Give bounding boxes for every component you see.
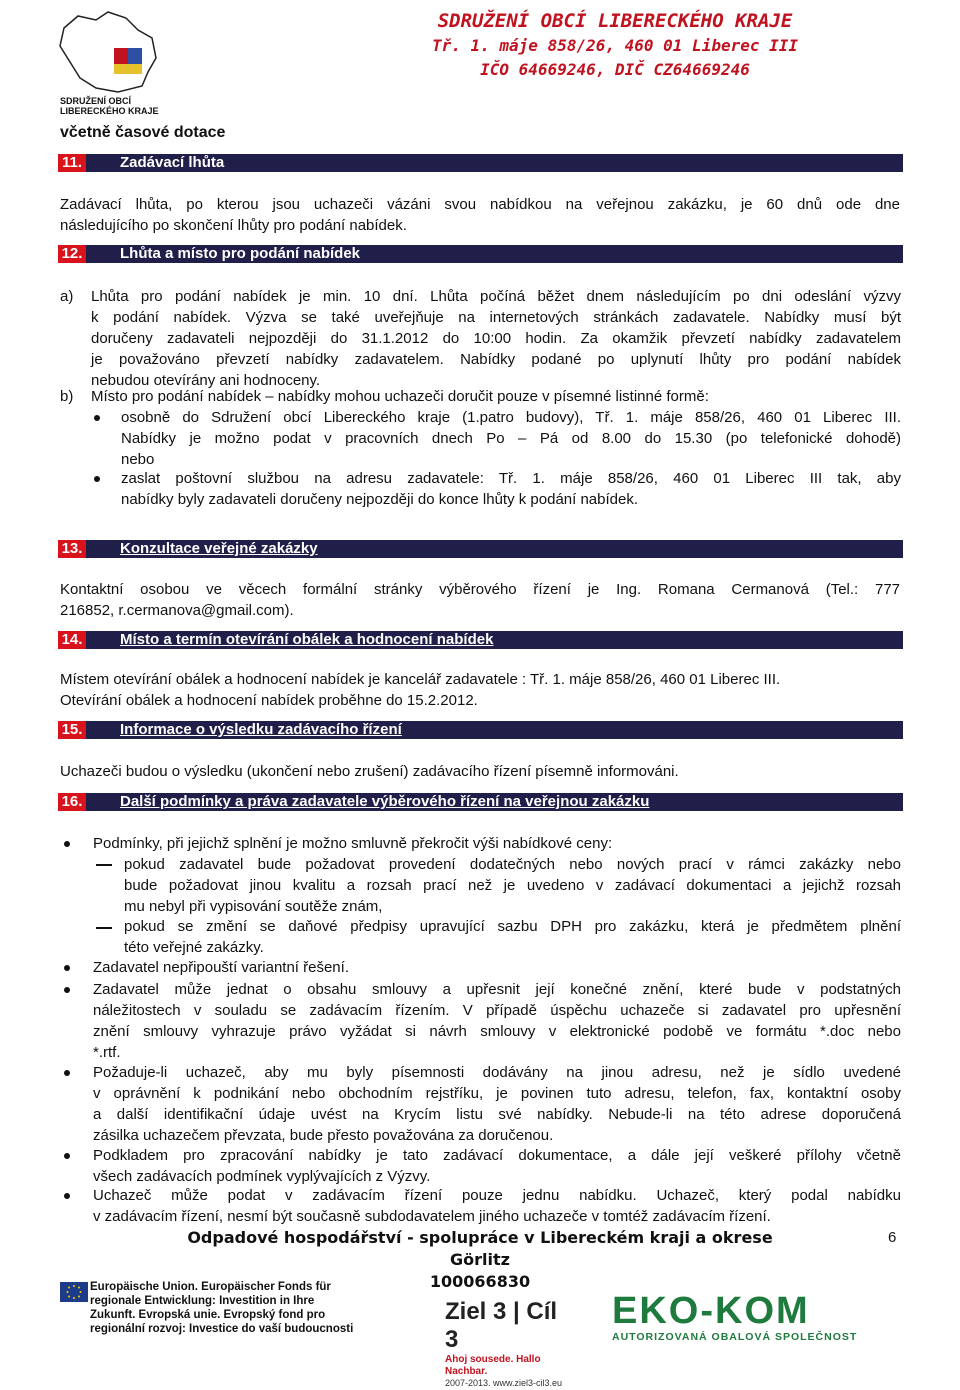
project-number: 100066830 — [429, 1272, 531, 1291]
ziel3-url: 2007-2013. www.ziel3-cil3.eu — [445, 1378, 563, 1388]
eu-flag-icon — [60, 1282, 88, 1302]
item-b-label: b) — [60, 388, 74, 405]
bullet-postou — [121, 468, 901, 510]
dash-icon — [96, 927, 112, 929]
page-number: 6 — [888, 1229, 897, 1246]
section-number: 11. — [58, 154, 86, 172]
bullet-icon — [94, 476, 100, 482]
condition-additional-work — [124, 854, 901, 917]
text-line: Otevírání obálek a hodnocení nabídek proběhne do 15.2.2012. — [60, 692, 478, 709]
text-line: doručeny zadavateli nejpozději do 31.1.2012 do 10:00 hodin. Za okamžik převzetí nabídky zadavatelem — [91, 330, 901, 347]
section-title: Lhůta a místo pro podání nabídek — [120, 245, 361, 262]
bullet-osobne — [121, 407, 901, 470]
section-11-header — [58, 154, 903, 172]
text-line: znění smlouvy vyhrazuje právo vyžádat si návrh smlouvy v elektronické podobě ve formátu *.doc nebo — [93, 1023, 901, 1040]
organization-ids: IČO 64669246, DIČ CZ64669246 — [480, 60, 750, 79]
bullet-icon — [64, 841, 70, 847]
conditions-item: Podmínky, při jejichž splnění je možno smluvně překročit výši nabídkové ceny: — [93, 835, 613, 852]
section-15-header — [58, 721, 903, 739]
basis-item — [93, 1145, 901, 1187]
bullet-icon — [64, 1153, 70, 1159]
text-line: nebo — [121, 451, 155, 468]
eu-line: regionale Entwicklung: Investition in Ihre — [90, 1295, 315, 1307]
text-line: Místem otevírání obálek a hodnocení nabídek je kancelář zadavatele : Tř. 1. máje 858/26, 460 01 Liberec III. — [60, 671, 781, 688]
section-11-text — [60, 194, 900, 236]
eu-line: regionální rozvoj: Investice do vaší budoucnosti — [90, 1323, 354, 1335]
contact-line[interactable]: 216852, r.cermanova@gmail.com). — [60, 602, 294, 619]
bullet-icon — [94, 415, 100, 421]
item-b-text: Místo pro podání nabídek – nabídky mohou uchazeči doručit pouze v písemné listinné formě: — [91, 388, 709, 405]
organization-address: Tř. 1. máje 858/26, 460 01 Liberec III — [431, 36, 799, 55]
text-line: Uchazeči budou o výsledku (ukončení nebo zrušení) zadávacího řízení písemně informováni. — [60, 763, 679, 780]
section-12-header — [58, 245, 903, 263]
section-15-text — [60, 761, 900, 782]
section-title: Místo a termín otevírání obálek a hodnocení nabídek — [120, 631, 494, 648]
organization-header — [365, 8, 865, 82]
text-line: k podání nabídek. Výzva se také uveřejňuje na internetových stránkách zadavatele. Nabídky musí být — [91, 309, 901, 326]
logo-text-1: SDRUŽENÍ OBCÍ — [60, 96, 132, 106]
text-line: pokud se změní se daňové předpisy upravující sazbu DPH pro zakázku, která je předmětem plnění — [124, 918, 901, 935]
project-name: Odpadové hospodářství - spolupráce v Libereckém kraji a okrese Görlitz — [187, 1228, 773, 1269]
text-line: v zadávacím řízení, nesmí být současně subdodavatelem jiného uchazeče v tomtéž zadávacím řízení. — [93, 1208, 771, 1225]
dash-icon — [96, 864, 112, 866]
condition-vat — [124, 916, 901, 958]
text-line: Zadávací lhůta, po kterou jsou uchazeči vázáni svou nabídkou na veřejnou zakázku, je 60 dnů ode dne — [60, 196, 900, 213]
text-line: Požaduje-li uchazeč, aby mu byly písemnosti dodávány na jinou adresu, než je sídlo uvedené — [93, 1064, 901, 1081]
section-number: 12. — [58, 245, 86, 263]
text-line: Kontaktní osobou ve věcech formální stránky výběrového řízení je Ing. Romana Cermanová (Tel.: 777 — [60, 581, 900, 598]
bullet-icon — [64, 965, 70, 971]
bullet-icon — [64, 1193, 70, 1199]
text-line: nebudou otevírány ani hodnoceny. — [91, 372, 321, 389]
text-line: osobně do Sdružení obcí Libereckého kraje (1.patro budovy), Tř. 1. máje 858/26, 460 01 Liberec III. — [121, 409, 901, 426]
ekokom-tagline: AUTORIZOVANÁ OBALOVÁ SPOLEČNOST — [612, 1331, 858, 1343]
text-line: náležitostech v souladu se zadávacím řízením. V případě úspěchu uchazeče si zadavatel pro upřesnění — [93, 1002, 901, 1019]
ziel3-slogan: Ahoj sousede. Hallo Nachbar. — [445, 1354, 541, 1377]
subheading: včetně časové dotace — [60, 124, 226, 141]
text-line: Nabídky je možno podat v pracovních dnech Po – Pá od 8.00 do 15.30 (po telefonické dohodě) — [121, 430, 901, 447]
ekokom-wordmark: EKO-KOM — [612, 1290, 810, 1332]
section-13-header — [58, 540, 903, 558]
section-number: 13. — [58, 540, 86, 558]
section-number: 16. — [58, 793, 86, 811]
eu-line: Europäische Union. Europäischer Fonds für — [90, 1281, 331, 1293]
variant-item: Zadavatel nepřipouští variantní řešení. — [93, 959, 349, 976]
text-line: *.rtf. — [93, 1044, 121, 1061]
section-title: Další podmínky a práva zadavatele výběrového řízení na veřejnou zakázku — [120, 793, 650, 810]
ziel3-logo — [445, 1298, 575, 1389]
logo-text-2: LIBERECKÉHO KRAJE — [60, 106, 159, 116]
section-title: Informace o výsledku zadávacího řízení — [120, 721, 402, 738]
organization-name: SDRUŽENÍ OBCÍ LIBERECKÉHO KRAJE — [437, 10, 793, 32]
section-number: 14. — [58, 631, 86, 649]
bullet-icon — [64, 1070, 70, 1076]
text-line: a další identifikační údaje uvést na Krycím listu své nabídky. Nebude-li na této adrese doporučená — [93, 1106, 901, 1123]
text-line: Zadavatel může jednat o obsahu smlouvy a upřesnit její konečné znění, které bude v podstatných — [93, 981, 901, 998]
text-line: nabídky byly zadavateli doručeny nejpozději do konce lhůty k podání nabídek. — [121, 491, 639, 508]
section-title: Zadávací lhůta — [120, 154, 225, 171]
section-number: 15. — [58, 721, 86, 739]
text-line: v oprávnění k podnikání nebo obchodním rejstříku, je povinen tuto adresu, telefon, fax, kontaktní osoby — [93, 1085, 901, 1102]
section-16-header — [58, 793, 903, 811]
text-line: této veřejné zakázky. — [124, 939, 264, 956]
text-line: zásilka uchazečem převzata, bude přesto považována za doručenou. — [93, 1127, 554, 1144]
text-line: je považováno převzetí nabídky zadavatelem. Nabídky podané po uplynutí lhůty pro podání nabídek — [91, 351, 901, 368]
item-a-label: a) — [60, 288, 74, 305]
text-line: všech zadávacích podmínek vyplývajících z Výzvy. — [93, 1168, 431, 1185]
contract-item — [93, 979, 901, 1063]
region-logo — [56, 8, 174, 116]
section-13-text — [60, 579, 900, 621]
item-a-text — [91, 286, 901, 391]
eu-line: Zukunft. Evropská unie. Evropský fond pro — [90, 1309, 326, 1321]
address-item — [93, 1062, 901, 1146]
text-line: pokud zadavatel bude požadovat provedení dodatečných nebo nových prací v rámci zakázky nebo — [124, 856, 901, 873]
text-line: následujícího po skončení lhůty pro podání nabídek. — [60, 217, 407, 234]
ekokom-logo — [612, 1292, 907, 1344]
section-14-text — [60, 669, 900, 711]
text-line: Lhůta pro podání nabídek je min. 10 dní. Lhůta počíná běžet dnem následujícím po dni odeslání výzvy — [91, 288, 901, 305]
eu-funding-notice — [90, 1280, 430, 1336]
bullet-icon — [64, 987, 70, 993]
section-title: Konzultace veřejné zakázky — [120, 540, 318, 557]
text-line: zaslat poštovní službou na adresu zadavatele: Tř. 1. máje 858/26, 460 01 Liberec III tak, aby — [121, 470, 901, 487]
text-line: mu nebyl při vypisování soutěže znám, — [124, 898, 383, 915]
ziel3-title: Ziel 3 | Cíl 3 — [445, 1298, 558, 1353]
text-line: Uchazeč může podat v zadávacím řízení pouze jednu nabídku. Uchazeč, který podal nabídku — [93, 1187, 901, 1204]
text-line: Podkladem pro zpracování nabídky je tato zadávací dokumentace, a dále její veškeré přílohy včetně — [93, 1147, 901, 1164]
section-14-header — [58, 631, 903, 649]
text-line: bude požadovat jinou kvalitu a rozsah prací než je uvedeno v zadávací dokumentaci a jejichž rozsah — [124, 877, 901, 894]
single-offer-item — [93, 1185, 901, 1227]
